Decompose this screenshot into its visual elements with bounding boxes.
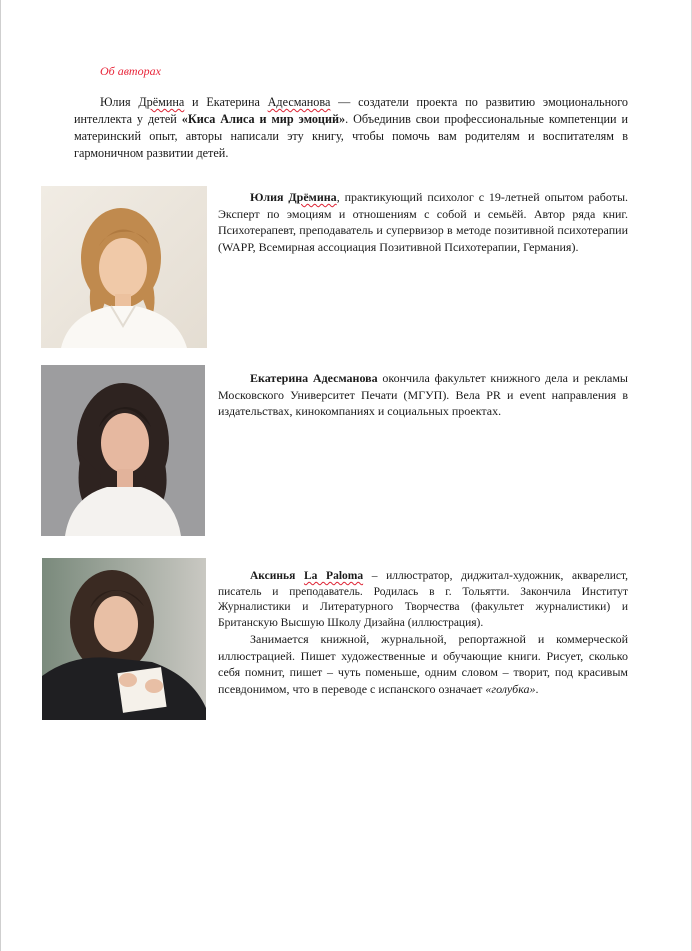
- author-name-first: Аксинья: [250, 570, 304, 582]
- intro-project-title: «Киса Алиса и мир эмоций»: [181, 112, 346, 126]
- author-bio-adesmanova: [218, 370, 628, 420]
- author-photo-adesmanova: [41, 365, 205, 536]
- author-bio-text: , практикующий психолог с 19-летней опытом работы. Эксперт по эмоциям и отношениям с собой и семьёй. Автор ряда книг. Психотерапевт, преподаватель и супервизор в методе позитивной психотерапии (WAPP, Всемирная ассоциация Позитивной Психотерапии, Германия).: [218, 190, 629, 254]
- author-bio-text: – иллюстратор, диджитал-художник, акварелист, писатель и преподаватель. Родилась в г. Тольятти. Закончила Институт Журналистики и Литературного Творчества (факультет журналистики) и Британскую Высшую Школу Дизайна (иллюстрация).: [218, 570, 628, 629]
- intro-text-3: — создатели проекта по развитию эмоционального интеллекта у детей: [74, 95, 629, 126]
- intro-text-1: Юлия: [100, 95, 139, 109]
- author-name-last: Дрёмина: [288, 190, 337, 204]
- author-bio-text-2: Занимается книжной, журнальной, репортажной и коммерческой иллюстрацией. Пишет художественные и обучающие книги. Рисует, сколько себя помнит, пишет – чуть поменьше, одним словом – творит, под красивым псевдонимом, что в переводе с испанского означает: [218, 632, 628, 696]
- intro-paragraph: [74, 94, 628, 162]
- author-name-last: La Paloma: [303, 570, 364, 582]
- author-name: Екатерина Адесманова: [250, 371, 378, 385]
- author-name-first: Юлия: [250, 190, 289, 204]
- intro-name-1: Дрёмина: [138, 95, 185, 109]
- author-photo-la-paloma: [42, 558, 206, 720]
- author-photo-dremina: [41, 186, 207, 348]
- intro-text-4: . Объединив свои профессиональные компетенции и материнский опыт, авторы написали эту книгу, чтобы помочь вам родителям и воспитателям в гармоничном развитии детей.: [74, 112, 628, 160]
- author-bio-end: .: [535, 681, 539, 696]
- section-heading: Об авторах: [100, 64, 161, 78]
- intro-name-2: Адесманова: [267, 95, 331, 109]
- author-bio-emphasis: «голубка»: [485, 681, 536, 696]
- intro-text-2: и Екатерина: [184, 95, 268, 109]
- page-edge-left: [0, 0, 1, 951]
- author-bio-la-paloma: [218, 569, 628, 697]
- author-bio-dremina: [218, 189, 628, 255]
- author-bio-text: окончила факультет книжного дела и рекламы Московского Университет Печати (МГУП). Вела PR и event направления в издательствах, кинокомпаниях и социальных проектах.: [218, 371, 629, 418]
